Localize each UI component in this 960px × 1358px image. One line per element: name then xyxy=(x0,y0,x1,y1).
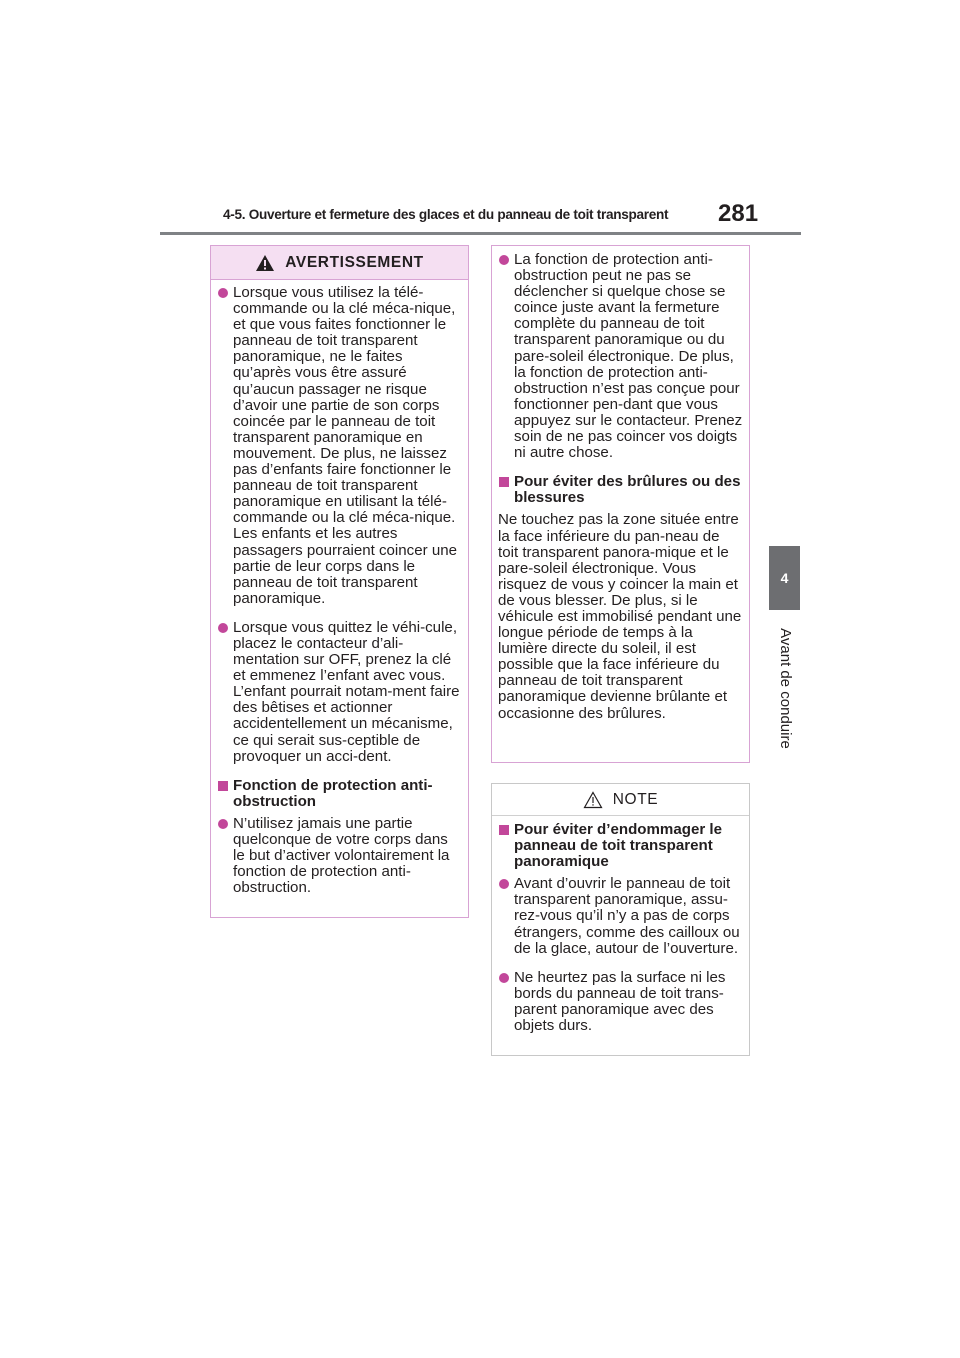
warning-title: AVERTISSEMENT xyxy=(285,253,424,271)
chapter-tab xyxy=(769,546,800,610)
warning-body-left xyxy=(211,280,468,902)
note-box xyxy=(491,783,750,1056)
warning-subheading: Fonction de protection anti-obstruction xyxy=(217,778,462,810)
warning-box-left xyxy=(210,245,469,918)
note-title: NOTE xyxy=(612,791,659,808)
warning-paragraph: Ne touchez pas la zone située entre la face inférieure du pan-neau de toit transparent panora-mique et le pare-soleil électronique. Vous risquez de vous y coincer la main et de vous blesser. De plus, si le véhicule est immobilisé pendant une longue période de temps à la lumière directe du soleil, il est possible que la face inférieure du panneau de toit transparent panoramique devienne brûlante et occasionne des brûlures. xyxy=(498,511,742,722)
page-number: 281 xyxy=(718,200,759,227)
warning-bullet: Lorsque vous utilisez la télé-commande ou la clé méca-nique, et que vous faites fonctionner le panneau de toit transparent panoramique, ne le faites qu’après vous être assuré qu’aucun passager ne risque d’avoir une partie de son corps coincée par le panneau de toit transparent panoramique en mouvement. De plus, ne laissez pas d’enfants faire fonctionner le panneau de toit transparent panoramique en utilisant la télé-commande ou la clé méca-nique. Les enfants et les autres passagers pourraient coincer une partie de leur corps dans le panneau de toit transparent panoramique. xyxy=(217,285,462,607)
header-rule xyxy=(160,232,801,235)
note-body xyxy=(492,816,749,1040)
warning-bullet: La fonction de protection anti-obstruction peut ne pas se déclencher si quelque chose se coince juste avant la fermeture complète du panneau de toit transparent panoramique ou du pare-soleil électronique. De plus, la fonction de protection anti-obstruction n’est pas conçue pour fonctionner pen-dant que vous appuyez sur le contacteur. Prenez soin de ne pas coincer vos doigts ni autre chose. xyxy=(498,252,743,461)
note-subheading: Pour éviter d’endommager le panneau de toit transparent panoramique xyxy=(498,822,743,870)
note-header xyxy=(492,785,749,816)
warning-subheading: Pour éviter des brûlures ou des blessures xyxy=(498,474,743,506)
chapter-number: 4 xyxy=(780,570,789,586)
header-section-title: 4-5. Ouverture et fermeture des glaces et du panneau de toit transparent xyxy=(223,207,669,222)
warning-box-right xyxy=(491,245,750,763)
chapter-label xyxy=(762,618,808,758)
warning-bullet: N’utilisez jamais une partie quelconque de votre corps dans le but d’activer volontairement la fonction de protection anti-obstruction. xyxy=(217,816,462,896)
caution-triangle-icon xyxy=(583,791,603,809)
warning-bullet: Lorsque vous quittez le véhi-cule, placez le contacteur d’ali-mentation sur OFF, prenez la clé et emmenez l’enfant avec vous. L’enfant pourrait notam-ment faire des bêtises et actionner accidentellement un mécanisme, ce qui serait sus-ceptible de provoquer un acci-dent. xyxy=(217,620,462,765)
warning-header xyxy=(211,246,468,280)
note-bullet: Ne heurtez pas la surface ni les bords du panneau de toit trans-parent panoramique avec des objets durs. xyxy=(498,970,743,1034)
warning-triangle-icon xyxy=(255,254,275,272)
note-bullet: Avant d’ouvrir le panneau de toit transparent panoramique, assu-rez-vous qu’il n’y a pas de corps étrangers, comme des cailloux ou de la glace, autour de l’ouverture. xyxy=(498,876,743,956)
chapter-label-text: Avant de conduire xyxy=(776,627,794,749)
warning-body-right xyxy=(492,246,749,728)
